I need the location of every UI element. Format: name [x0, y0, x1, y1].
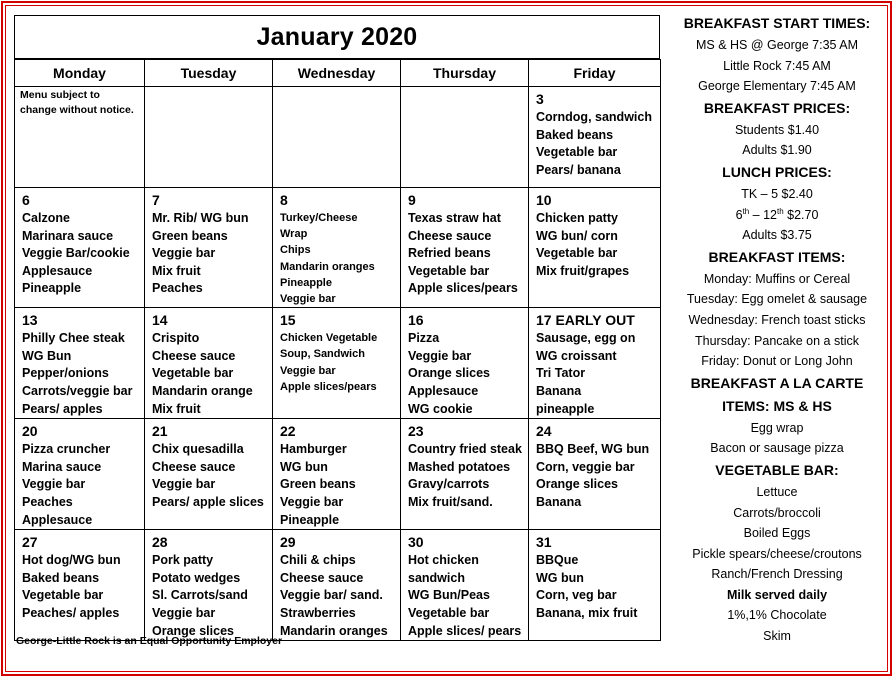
menu-item: Cheese sauce	[152, 348, 236, 363]
day-menu	[401, 188, 528, 298]
menu-item: Applesauce	[22, 263, 93, 278]
menu-item: Strawberries	[280, 605, 356, 620]
week-row	[15, 419, 661, 530]
menu-item: Green beans	[280, 477, 356, 492]
menu-item: Veggie bar	[152, 477, 216, 492]
menu-item: sandwich	[408, 570, 465, 585]
day-number: 9	[408, 192, 416, 208]
alacarte-heading: BREAKFAST A LA CARTE	[690, 374, 864, 391]
day-menu	[273, 419, 400, 529]
day-cell	[145, 308, 273, 419]
day-menu	[273, 530, 400, 640]
menu-item: BBQ Beef, WG bun	[536, 442, 650, 457]
day-menu	[401, 308, 528, 418]
menu-item: Orange slices	[408, 366, 490, 381]
day-cell	[273, 308, 401, 419]
menu-item: Sl. Carrots/sand	[152, 588, 248, 603]
menu-item: Veggie bar	[280, 293, 336, 306]
menu-item: WG bun	[280, 459, 328, 474]
menu-item: Veggie bar	[280, 494, 344, 509]
weekday-header: Wednesday	[273, 60, 401, 87]
day-number: 28	[152, 534, 168, 551]
day-cell	[273, 188, 401, 308]
menu-item: Apple slices/pears	[280, 380, 377, 393]
vegetable-bar-item: Carrots/broccoli	[733, 505, 821, 520]
menu-item: Mandarin oranges	[280, 260, 375, 273]
vegetable-bar-item: Boiled Eggs	[743, 526, 811, 541]
menu-item: Orange slices	[152, 623, 234, 638]
menu-item: Hot chicken	[408, 553, 479, 568]
alacarte-item: Egg wrap	[750, 420, 804, 435]
menu-item: Banana, mix fruit	[536, 605, 638, 620]
vegetable-bar-item: Pickle spears/cheese/croutons	[692, 546, 862, 561]
week-row	[15, 308, 661, 419]
day-cell	[15, 530, 145, 641]
weekday-header: Tuesday	[145, 60, 273, 87]
weekday-header-row	[15, 60, 661, 87]
day-menu	[15, 308, 144, 418]
menu-item: WG bun	[536, 570, 584, 585]
day-cell	[273, 87, 401, 188]
menu-item: Mix fruit	[152, 263, 201, 278]
menu-item: Veggie Bar/cookie	[22, 246, 130, 261]
menu-item: Orange slices	[536, 477, 618, 492]
start-time: George Elementary 7:45 AM	[698, 79, 856, 94]
week-row	[15, 530, 661, 641]
menu-item: BBQue	[536, 553, 579, 568]
menu-item: Chicken Vegetable	[280, 332, 378, 345]
menu-item: Banana	[536, 494, 582, 509]
week-row	[15, 87, 661, 188]
day-menu	[15, 419, 144, 529]
menu-item: pineapple	[536, 401, 595, 416]
menu-item: Cheese sauce	[408, 228, 492, 243]
day-number: 29	[280, 534, 296, 551]
day-menu	[15, 188, 144, 298]
day-number: 16	[408, 312, 424, 329]
menu-item: Philly Chee steak	[22, 331, 125, 346]
menu-item: Veggie bar	[22, 477, 86, 492]
milk-item: 1%,1% Chocolate	[727, 608, 827, 623]
menu-item: Pineapple	[22, 281, 82, 296]
menu-item: Baked beans	[22, 570, 100, 585]
day-number: 17 EARLY OUT	[536, 312, 635, 329]
start-time: Little Rock 7:45 AM	[723, 58, 831, 73]
start-times-heading: BREAKFAST START TIMES:	[683, 15, 871, 31]
menu-item: Mix fruit/sand.	[408, 494, 493, 509]
milk-heading: Milk served daily	[726, 587, 828, 602]
menu-item: Vegetable bar	[408, 605, 490, 620]
vegetable-bar-item: Ranch/French Dressing	[711, 567, 843, 582]
menu-item: Corn, veg bar	[536, 588, 617, 603]
day-cell	[401, 308, 529, 419]
day-menu	[145, 419, 272, 511]
menu-item: Gravy/carrots	[408, 477, 490, 492]
menu-item: Apple slices/ pears	[408, 623, 522, 638]
menu-calendar	[14, 59, 661, 641]
menu-item: Mr. Rib/ WG bun	[152, 211, 249, 225]
sidebar-info	[668, 12, 886, 647]
day-cell	[401, 188, 529, 308]
day-menu	[529, 308, 660, 418]
menu-item: Pears/ apples	[22, 401, 103, 416]
menu-disclaimer	[15, 87, 144, 117]
breakfast-item: Friday: Donut or Long John	[701, 354, 853, 369]
day-number: 24	[536, 423, 552, 440]
menu-item: Chips	[280, 244, 311, 257]
day-menu	[401, 419, 528, 511]
day-cell	[15, 87, 145, 188]
menu-item: Chicken patty	[536, 211, 618, 225]
menu-item: Applesauce	[22, 512, 93, 527]
day-number: 8	[280, 192, 288, 208]
menu-item: Hamburger	[280, 442, 347, 457]
breakfast-item: Wednesday: French toast sticks	[688, 312, 866, 327]
breakfast-price: Students $1.40	[734, 122, 820, 137]
menu-item: Cheese sauce	[152, 459, 236, 474]
menu-item: Pizza cruncher	[22, 442, 111, 457]
menu-item: Pineapple	[280, 276, 332, 289]
day-number: 10	[536, 192, 552, 208]
day-number: 15	[280, 312, 296, 329]
breakfast-item: Thursday: Pancake on a stick	[695, 333, 859, 348]
day-cell	[529, 419, 661, 530]
milk-item: Skim	[763, 629, 791, 644]
menu-item: Pears/ apple slices	[152, 494, 264, 509]
day-number: 22	[280, 423, 296, 440]
menu-item: WG Bun	[22, 348, 72, 363]
menu-item: Turkey/Cheese	[280, 212, 358, 224]
menu-item: Carrots/veggie bar	[22, 384, 133, 398]
menu-item: Tri Tator	[536, 366, 586, 381]
day-number: 31	[536, 534, 552, 551]
day-number: 27	[22, 534, 38, 551]
menu-item: Veggie bar	[152, 246, 216, 261]
menu-item: Mix fruit/grapes	[536, 263, 630, 278]
weekday-header: Thursday	[401, 60, 529, 87]
day-number: 3	[536, 91, 544, 107]
day-cell	[401, 530, 529, 641]
menu-item: Sausage, egg on	[536, 331, 636, 346]
menu-item: Veggie bar/ sand.	[280, 588, 383, 603]
alacarte-item: Bacon or sausage pizza	[710, 441, 844, 456]
day-number: 14	[152, 312, 168, 329]
menu-item: Mandarin oranges	[280, 623, 388, 638]
menu-item: Marinara sauce	[22, 228, 114, 243]
day-cell	[145, 188, 273, 308]
day-menu	[145, 530, 272, 640]
menu-item: WG cookie	[408, 401, 473, 416]
menu-item: Pineapple	[280, 512, 340, 527]
day-menu	[529, 188, 660, 280]
day-number: 30	[408, 534, 424, 551]
menu-item: Cheese sauce	[280, 570, 364, 585]
breakfast-items-heading: BREAKFAST ITEMS:	[708, 248, 846, 265]
menu-item: Texas straw hat	[408, 211, 501, 225]
menu-item: Hot dog/WG bun	[22, 553, 121, 568]
menu-item: Soup, Sandwich	[280, 348, 365, 361]
menu-item: Vegetable bar	[22, 588, 104, 603]
menu-item: Mix fruit	[152, 401, 201, 416]
menu-item: Banana	[536, 384, 582, 398]
menu-item: Refried beans	[408, 246, 491, 261]
day-menu	[273, 308, 400, 395]
menu-item: Vegetable bar	[536, 246, 618, 261]
breakfast-price: Adults $1.90	[742, 143, 812, 158]
start-time: MS & HS @ George 7:35 AM	[695, 38, 859, 52]
breakfast-item: Monday: Muffins or Cereal	[703, 271, 851, 286]
alacarte-heading-line-2: ITEMS: MS & HS	[722, 397, 832, 414]
menu-item: Potato wedges	[152, 570, 241, 585]
day-number: 21	[152, 423, 168, 440]
day-menu	[529, 87, 660, 179]
day-cell	[401, 419, 529, 530]
day-cell	[529, 308, 661, 419]
day-menu	[15, 530, 144, 622]
breakfast-item: Tuesday: Egg omelet & sausage	[686, 292, 868, 307]
day-cell	[145, 87, 273, 188]
menu-item: Peaches	[152, 281, 203, 296]
day-menu	[529, 419, 660, 511]
weekday-header: Monday	[15, 60, 145, 87]
menu-item: Chix quesadilla	[152, 442, 244, 457]
calendar-title: January 2020	[14, 15, 660, 59]
week-row	[15, 188, 661, 308]
menu-item: WG croissant	[536, 348, 617, 363]
day-menu	[145, 308, 272, 418]
day-cell	[401, 87, 529, 188]
menu-item: Pepper/onions	[22, 366, 109, 381]
day-menu	[273, 188, 400, 307]
menu-item: Calzone	[22, 211, 70, 225]
menu-item: Baked beans	[536, 127, 614, 142]
menu-item: Peaches/ apples	[22, 605, 120, 620]
day-menu	[145, 188, 272, 298]
lunch-price-6-12: 6th – 12th $2.70	[735, 206, 819, 222]
menu-item: Corndog, sandwich	[536, 110, 652, 124]
day-number: 6	[22, 192, 30, 208]
day-cell	[145, 530, 273, 641]
lunch-prices-heading: LUNCH PRICES:	[722, 163, 832, 180]
menu-item: WG bun/ corn	[536, 228, 618, 243]
day-cell	[273, 419, 401, 530]
disclaimer-line: Menu subject to	[20, 89, 100, 101]
day-menu	[529, 530, 660, 622]
breakfast-prices-heading: BREAKFAST PRICES:	[703, 99, 851, 116]
vegetable-bar-heading: VEGETABLE BAR:	[715, 461, 839, 478]
menu-item: Mandarin orange	[152, 384, 253, 398]
weekday-header: Friday	[529, 60, 661, 87]
day-cell	[529, 530, 661, 641]
menu-item: Mashed potatoes	[408, 459, 511, 474]
menu-item: Wrap	[280, 228, 308, 241]
lunch-price-tk5: TK – 5 $2.40	[741, 186, 813, 201]
menu-item: Green beans	[152, 228, 228, 243]
menu-item: Apple slices/pears	[408, 281, 518, 296]
day-cell	[15, 188, 145, 308]
day-number: 7	[152, 192, 160, 208]
day-cell	[273, 530, 401, 641]
day-number: 23	[408, 423, 424, 440]
day-menu	[401, 530, 528, 640]
day-cell	[15, 419, 145, 530]
vegetable-bar-item: Lettuce	[756, 484, 798, 499]
disclaimer-line: change without notice.	[20, 103, 134, 116]
menu-item: Applesauce	[408, 384, 479, 398]
day-number: 20	[22, 423, 38, 440]
day-cell	[145, 419, 273, 530]
menu-item: Veggie bar	[408, 348, 472, 363]
footer-note: George-Little Rock is an Equal Opportunity Employer	[16, 635, 283, 647]
menu-item: Corn, veggie bar	[536, 459, 635, 474]
menu-item: Veggie bar	[280, 364, 336, 377]
menu-item: Pork patty	[152, 553, 214, 568]
menu-item: Pizza	[408, 331, 440, 346]
menu-item: Crispito	[152, 331, 200, 346]
menu-item: Peaches	[22, 494, 73, 509]
menu-item: Vegetable bar	[536, 145, 618, 160]
menu-item: Vegetable bar	[408, 263, 490, 278]
day-cell	[15, 308, 145, 419]
menu-item: Veggie bar	[152, 605, 216, 620]
day-cell	[529, 188, 661, 308]
lunch-price-adults: Adults $3.75	[742, 228, 812, 243]
menu-item: Pears/ banana	[536, 162, 621, 177]
menu-item: Chili & chips	[280, 553, 356, 568]
menu-item: WG Bun/Peas	[408, 588, 490, 603]
day-cell	[529, 87, 661, 188]
menu-item: Country fried steak	[408, 442, 522, 457]
menu-item: Vegetable bar	[152, 366, 234, 381]
menu-item: Marina sauce	[22, 459, 102, 474]
day-number: 13	[22, 312, 38, 329]
